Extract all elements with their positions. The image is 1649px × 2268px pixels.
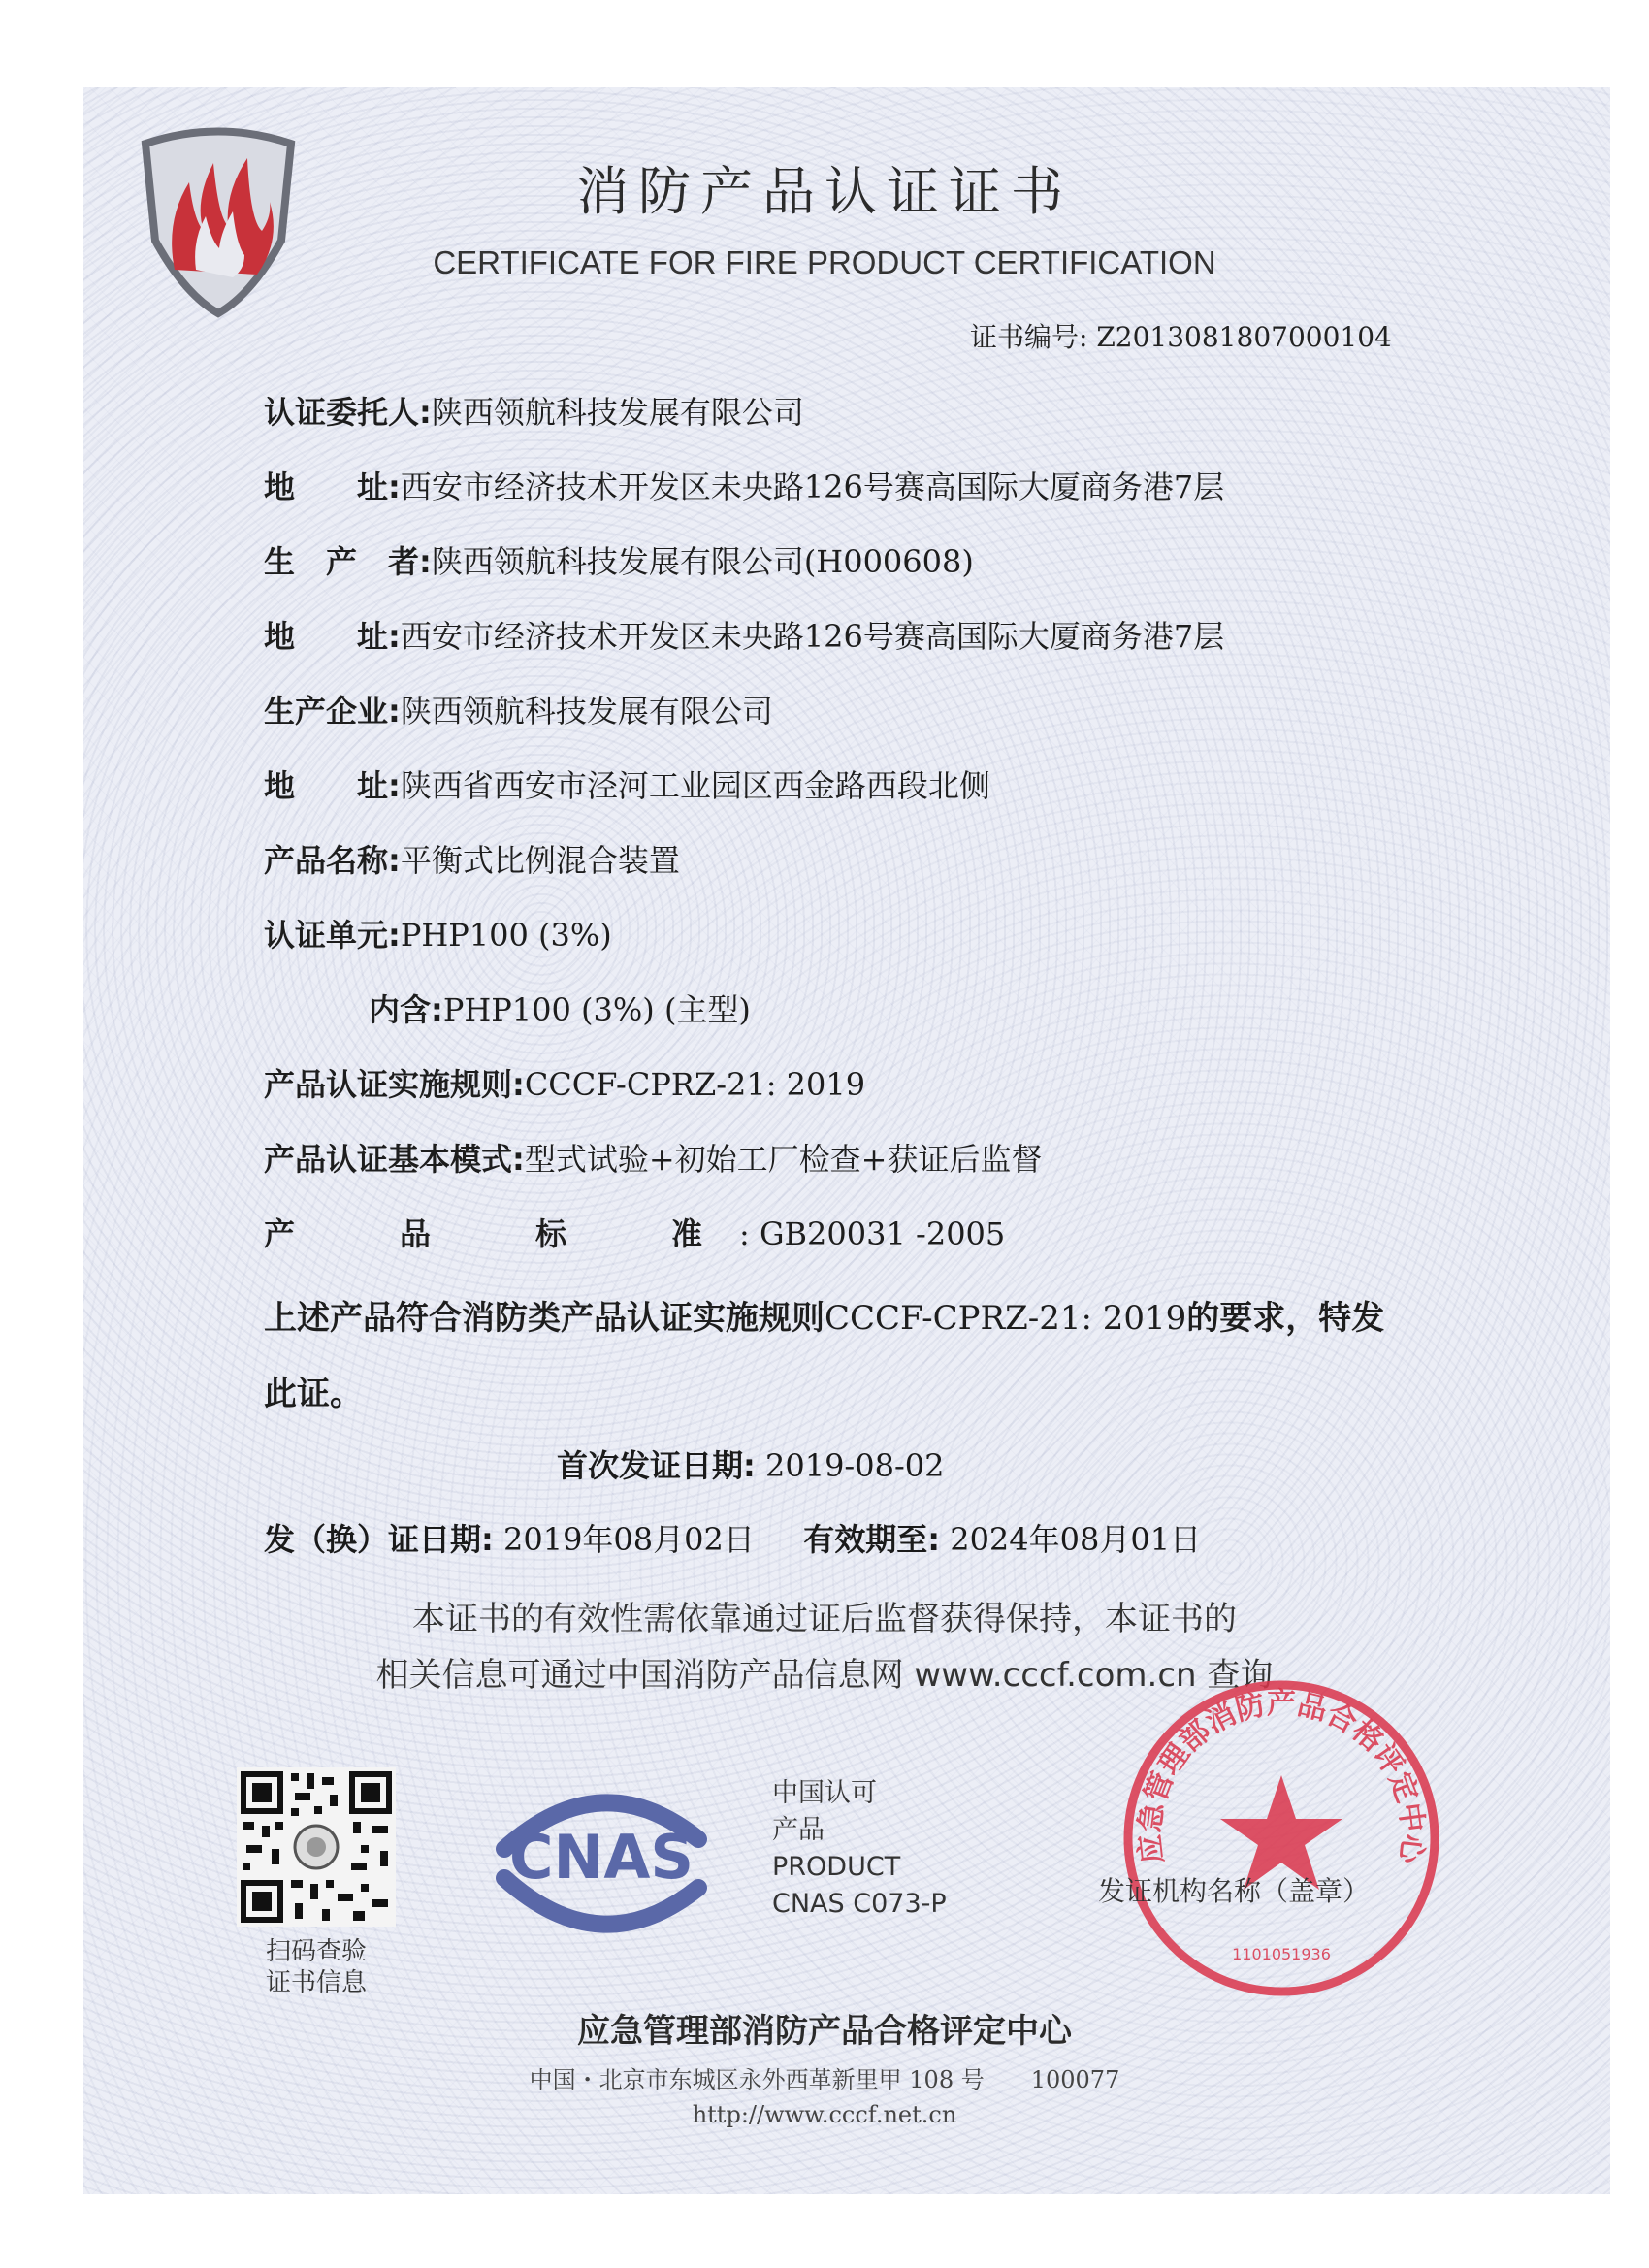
statement-part1: 上述产品符合消防类产品认证实施规则 bbox=[264, 1299, 824, 1338]
issue-dates bbox=[264, 1515, 1201, 1560]
cnas-accreditation-text bbox=[772, 1775, 947, 1923]
organization-url[interactable]: http://www.cccf.net.cn bbox=[692, 2101, 957, 2128]
field-label: 生 产 者: bbox=[264, 543, 432, 580]
certificate-title-en: CERTIFICATE FOR FIRE PRODUCT CERTIFICATION bbox=[433, 244, 1216, 280]
seal-number: 1101051936 bbox=[1232, 1945, 1331, 1963]
issue-date-value: 2019年08月02日 bbox=[502, 1521, 755, 1558]
field-label: 产 品 标 准 bbox=[264, 1215, 740, 1252]
field-manufacturer-address bbox=[264, 612, 1224, 657]
field-rule bbox=[264, 1060, 865, 1105]
field-label: 地 址: bbox=[264, 469, 401, 505]
issuer-label: 发证机构名称（盖章） bbox=[1098, 1875, 1371, 1907]
field-label: 产品认证基本模式: bbox=[264, 1141, 525, 1178]
field-label: 内含: bbox=[369, 991, 443, 1028]
field-label: 产品认证实施规则: bbox=[264, 1066, 525, 1103]
valid-until-label: 有效期至: bbox=[803, 1521, 941, 1558]
field-value: PHP100 (3%) bbox=[400, 917, 612, 954]
qr-caption bbox=[237, 1936, 396, 1998]
notice-line-2: 相关信息可通过中国消防产品信息网 www.cccf.com.cn 查询 bbox=[375, 1656, 1274, 1695]
certificate-number-label: 证书编号: bbox=[970, 321, 1088, 353]
cnas-line-4: CNAS C073-P bbox=[772, 1889, 947, 1919]
valid-until-value: 2024年08月01日 bbox=[950, 1521, 1202, 1558]
field-value: 陕西领航科技发展有限公司 bbox=[400, 693, 773, 729]
organization-address: 中国・北京市东城区永外西革新里甲 108 号 100077 bbox=[529, 2066, 1120, 2093]
cnas-logo-text: CNAS bbox=[508, 1822, 695, 1893]
field-value: CCCF-CPRZ-21: 2019 bbox=[524, 1066, 866, 1103]
qr-code[interactable] bbox=[237, 1767, 396, 1927]
field-applicant-address bbox=[264, 463, 1224, 507]
field-includes bbox=[369, 986, 751, 1030]
field-factory-address bbox=[264, 761, 990, 806]
field-label: 地 址: bbox=[264, 767, 401, 804]
cnas-logo bbox=[475, 1781, 728, 1936]
field-value: 陕西领航科技发展有限公司(H000608) bbox=[431, 543, 974, 580]
field-value: 西安市经济技术开发区未央路126号赛高国际大厦商务港7层 bbox=[400, 469, 1225, 505]
qr-caption-line-2: 证书信息 bbox=[265, 1968, 367, 1997]
first-issue-label: 首次发证日期: bbox=[557, 1447, 756, 1484]
first-issue-date bbox=[557, 1442, 944, 1486]
fire-shield-logo bbox=[136, 124, 301, 318]
field-standard bbox=[264, 1210, 1005, 1254]
qr-caption-line-1: 扫码查验 bbox=[265, 1937, 367, 1966]
field-value: : GB20031 -2005 bbox=[739, 1215, 1006, 1252]
certificate-title-cn: 消防产品认证证书 bbox=[576, 161, 1073, 222]
field-factory bbox=[264, 687, 773, 731]
field-value: 陕西领航科技发展有限公司 bbox=[431, 394, 804, 431]
statement-rule: CCCF-CPRZ-21: 2019 bbox=[824, 1299, 1187, 1338]
field-label: 认证委托人: bbox=[264, 394, 432, 431]
field-label: 认证单元: bbox=[264, 917, 401, 954]
field-value: 西安市经济技术开发区未央路126号赛高国际大厦商务港7层 bbox=[400, 618, 1225, 655]
field-value: 陕西省西安市泾河工业园区西金路西段北侧 bbox=[400, 767, 990, 804]
certificate-number bbox=[970, 316, 1392, 355]
cnas-line-3: PRODUCT bbox=[772, 1852, 901, 1882]
field-label: 生产企业: bbox=[264, 693, 401, 729]
field-value: 型式试验+初始工厂检查+获证后监督 bbox=[524, 1141, 1043, 1178]
statement-part2: 的要求，特发此证。 bbox=[264, 1299, 1385, 1413]
official-seal bbox=[1112, 1669, 1451, 2008]
issuing-organization: 应急管理部消防产品合格评定中心 bbox=[577, 2012, 1072, 2051]
field-mode bbox=[264, 1135, 1042, 1180]
field-product-name bbox=[264, 836, 680, 881]
field-label: 地 址: bbox=[264, 618, 401, 655]
first-issue-value: 2019-08-02 bbox=[764, 1447, 945, 1484]
field-cert-unit bbox=[264, 911, 612, 956]
cnas-line-2: 产品 bbox=[772, 1815, 824, 1845]
issue-date-label: 发（换）证日期: bbox=[264, 1521, 494, 1558]
field-value: PHP100 (3%) (主型) bbox=[442, 991, 751, 1028]
field-label: 产品名称: bbox=[264, 842, 401, 879]
notice-line-1: 本证书的有效性需依靠通过证后监督获得保持，本证书的 bbox=[412, 1600, 1237, 1638]
field-value: 平衡式比例混合装置 bbox=[400, 842, 680, 879]
field-applicant bbox=[264, 388, 804, 433]
seal-ring-text: 应急管理部消防产品合格评定中心 bbox=[1133, 1687, 1430, 1865]
cnas-line-1: 中国认可 bbox=[772, 1778, 877, 1808]
field-manufacturer bbox=[264, 537, 974, 582]
certification-statement bbox=[264, 1280, 1399, 1432]
certificate-number-value: Z2013081807000104 bbox=[1096, 321, 1392, 353]
